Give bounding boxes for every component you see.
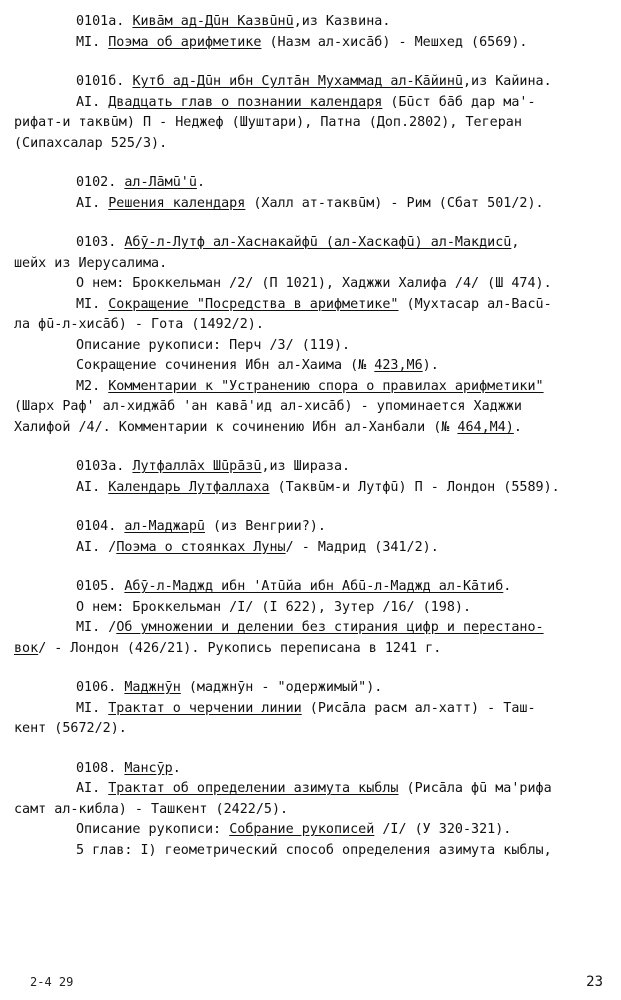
underlined-term: Кивāм ад-Дūн Казвūнū bbox=[132, 14, 294, 29]
line-text: 0108. bbox=[76, 760, 125, 776]
line-text: рифат-и таквūм) П - Неджеф (Шуштари), Патна (Доп.2802), Тегеран bbox=[14, 115, 522, 130]
line-text: AI. bbox=[76, 479, 109, 495]
entry-line bbox=[14, 418, 610, 439]
entry-line bbox=[14, 93, 610, 114]
line-text: MI. bbox=[76, 34, 109, 50]
entry-line bbox=[14, 820, 610, 841]
line-text: . bbox=[172, 760, 181, 776]
line-text: О нем: Броккельман /I/ (I 622), Зутер /16/ (198). bbox=[76, 599, 472, 615]
entry-line bbox=[14, 315, 610, 336]
entry-line bbox=[14, 113, 610, 134]
line-text: AI. bbox=[76, 195, 109, 211]
entry-line bbox=[14, 577, 610, 598]
entry-line bbox=[14, 274, 610, 295]
underlined-term: Поэма о стоянках Луны bbox=[116, 539, 286, 555]
line-text: ). bbox=[422, 358, 439, 373]
line-text: AI. / bbox=[76, 539, 117, 555]
line-text: ,из Кайина. bbox=[462, 74, 552, 89]
line-text: шейх из Иерусалима. bbox=[14, 255, 168, 271]
catalog-entries bbox=[14, 12, 610, 880]
entry-line bbox=[14, 356, 610, 377]
underlined-term: Кутб ад-Дūн ибн Султāн Мухаммад ал-Кāйинū bbox=[132, 74, 463, 89]
entry-line bbox=[14, 233, 610, 254]
line-text: 0103. bbox=[76, 235, 125, 250]
entry-line bbox=[14, 800, 610, 821]
underlined-term: Комментарии к "Устранению спора о правилах арифметики" bbox=[108, 378, 544, 394]
line-text: AI. bbox=[76, 94, 109, 110]
line-text: ,из Казвина. bbox=[293, 14, 391, 29]
entry-line bbox=[14, 841, 610, 862]
catalog-entry bbox=[14, 577, 610, 659]
line-text: Сокращение сочинения Ибн ал-Хаима (№ bbox=[76, 358, 375, 373]
line-text: О нем: Броккельман /2/ (П 1021), Хаджжи Халифа /4/ (Ш 474). bbox=[76, 276, 552, 291]
underlined-term: Поэма об арифметике bbox=[108, 34, 262, 50]
underlined-term: Календарь Лутфаллаха bbox=[108, 479, 270, 495]
line-text: (Рисāла расм ал-хатт) - Таш- bbox=[301, 700, 536, 716]
line-text: (Шарх Раф' ал-хиджāб 'ан кавā'ид ал-хисāб) - упоминается Хаджжи bbox=[14, 399, 522, 414]
sheet-mark: 2-4 29 bbox=[30, 975, 74, 989]
underlined-term: Абӯ-л-Лутф ал-Хаснакайфū (ал-Хаскафū) ал-Макдисū bbox=[124, 235, 512, 250]
line-text: Описание рукописи: Перч /3/ (119). bbox=[76, 337, 351, 353]
catalog-entry bbox=[14, 233, 610, 438]
line-text: 0105. bbox=[76, 579, 125, 594]
underlined-term: Трактат о черчении линии bbox=[108, 700, 302, 716]
entry-line bbox=[14, 699, 610, 720]
underlined-term: ал-Лāмū'ū bbox=[124, 175, 197, 190]
underlined-term: Двадцать глав о познании календаря bbox=[108, 94, 383, 110]
line-text: (Мухтасар ал-Васū- bbox=[398, 296, 552, 312]
line-text: 0103а. bbox=[76, 459, 133, 474]
line-text: (Бūст бāб дар ма'- bbox=[382, 94, 536, 110]
entry-line bbox=[14, 639, 610, 660]
line-text: (Назм ал-хисāб) - Мешхед (6569). bbox=[261, 34, 528, 50]
catalog-entry bbox=[14, 678, 610, 740]
line-text: . bbox=[196, 175, 205, 190]
underlined-term: Лутфаллāх Шūрāзū bbox=[132, 459, 262, 474]
underlined-term: Абӯ-л-Маджд ибн 'Атūйа ибн Абū-л-Маджд ал-Кāтиб bbox=[124, 579, 504, 594]
underlined-term: 423,M6 bbox=[374, 358, 423, 373]
entry-line bbox=[14, 377, 610, 398]
entry-line bbox=[14, 598, 610, 619]
entry-line bbox=[14, 254, 610, 275]
line-text: 5 глав: I) геометрический способ определения азимута кыблы, bbox=[76, 842, 552, 858]
entry-line bbox=[14, 33, 610, 54]
underlined-term: Трактат об определении азимута кыблы bbox=[108, 781, 399, 796]
entry-line bbox=[14, 336, 610, 357]
catalog-entry bbox=[14, 457, 610, 498]
line-text: MI. bbox=[76, 700, 109, 716]
line-text: (из Венгрии?). bbox=[205, 519, 326, 534]
underlined-term: Сокращение "Посредства в арифметике" bbox=[108, 296, 399, 312]
line-text: AI. bbox=[76, 781, 109, 796]
line-text: , bbox=[511, 235, 520, 250]
line-text: / - Мадрид (341/2). bbox=[285, 539, 439, 555]
entry-line bbox=[14, 759, 610, 780]
underlined-term: вок bbox=[14, 640, 39, 656]
catalog-entry bbox=[14, 759, 610, 862]
line-text: M2. bbox=[76, 378, 109, 394]
underlined-term: Мансӯр bbox=[124, 760, 173, 776]
entry-line bbox=[14, 72, 610, 93]
entry-line bbox=[14, 295, 610, 316]
line-text: 0101а. bbox=[76, 14, 133, 29]
entry-line bbox=[14, 194, 610, 215]
entry-line bbox=[14, 678, 610, 699]
catalog-entry bbox=[14, 517, 610, 558]
underlined-term: Собрание рукописей bbox=[229, 822, 375, 837]
line-text: 0104. bbox=[76, 519, 125, 534]
line-text: 0106. bbox=[76, 680, 125, 695]
catalog-entry bbox=[14, 12, 610, 53]
line-text: ла фū-л-хисāб) - Гота (1492/2). bbox=[14, 317, 264, 332]
line-text: (Рисāла фū ма'рифа bbox=[398, 781, 552, 796]
underlined-term: Решения календаря bbox=[108, 195, 246, 211]
underlined-term: ал-Маджарū bbox=[124, 519, 205, 534]
entry-line bbox=[14, 457, 610, 478]
underlined-term: Об умножении и делении без стирания цифр и перестано- bbox=[116, 620, 544, 635]
catalog-entry bbox=[14, 173, 610, 214]
line-text: / - Лондон (426/21). Рукопись переписана в 1241 г. bbox=[38, 640, 442, 656]
line-text: (Халл ат-таквūм) - Рим (Сбат 501/2). bbox=[245, 195, 544, 211]
line-text: кент (5672/2). bbox=[14, 721, 127, 736]
line-text: (Таквūм-и Лутфū) П - Лондон (5589). bbox=[269, 479, 560, 495]
entry-line bbox=[14, 719, 610, 740]
line-text: ,из Шираза. bbox=[261, 459, 351, 474]
catalog-entry bbox=[14, 72, 610, 154]
line-text: MI. bbox=[76, 296, 109, 312]
line-text: (Сипахсалар 525/3). bbox=[14, 135, 168, 151]
line-text: . bbox=[513, 419, 522, 435]
entry-line bbox=[14, 618, 610, 639]
entry-line bbox=[14, 538, 610, 559]
entry-line bbox=[14, 12, 610, 33]
line-text: 0101б. bbox=[76, 74, 133, 89]
line-text: . bbox=[503, 579, 512, 594]
line-text: /I/ (У 320-321). bbox=[374, 822, 512, 837]
line-text: Халифой /4/. Комментарии к сочинению Ибн ал-Ханбали (№ bbox=[14, 419, 458, 435]
line-text: 0102. bbox=[76, 175, 125, 190]
underlined-term: Маджнӯн bbox=[124, 680, 181, 695]
line-text: MI. / bbox=[76, 620, 117, 635]
underlined-term: 464,M4) bbox=[457, 419, 514, 435]
page-number: 23 bbox=[586, 974, 603, 990]
entry-line bbox=[14, 779, 610, 800]
entry-line bbox=[14, 517, 610, 538]
line-text: самт ал-кибла) - Ташкент (2422/5). bbox=[14, 801, 289, 817]
line-text: Описание рукописи: bbox=[76, 822, 230, 837]
entry-line bbox=[14, 173, 610, 194]
entry-line bbox=[14, 397, 610, 418]
entry-line bbox=[14, 134, 610, 155]
entry-line bbox=[14, 478, 610, 499]
line-text: (маджнӯн - "одержимый"). bbox=[180, 680, 383, 695]
